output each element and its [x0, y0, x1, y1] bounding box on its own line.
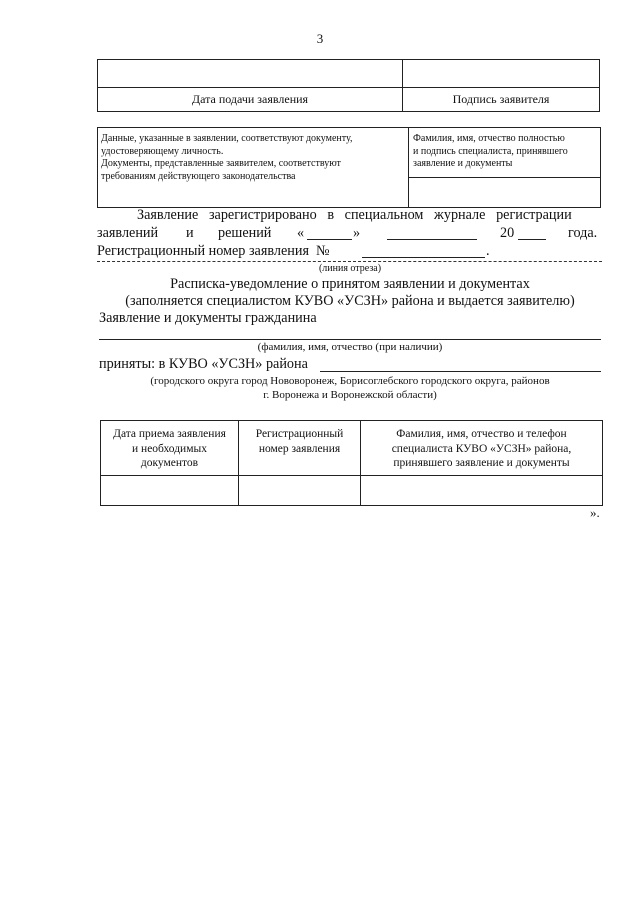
receipt-col-date-line: документов	[140, 457, 199, 469]
registration-line-1: Заявление зарегистрировано в специальном журнале регистрации	[137, 207, 572, 223]
submission-table	[97, 59, 600, 112]
receipt-title: Расписка-уведомление о принятом заявлении и документах	[170, 276, 530, 292]
receipt-specialist-cell	[361, 476, 603, 506]
applicant-signature-label: Подпись заявителя	[403, 88, 600, 112]
receipt-col-date	[101, 421, 239, 476]
registration-day-blank	[307, 239, 352, 240]
cut-line	[97, 261, 602, 262]
registration-quote-close: »	[353, 225, 361, 241]
registration-quote-open: «	[297, 225, 305, 241]
verification-line: удостоверяющему личность.	[101, 145, 224, 157]
applicant-signature-cell	[403, 60, 600, 88]
receipt-col-date-line: Дата приема заявления	[113, 428, 226, 440]
specialist-label-cell	[409, 128, 601, 178]
registration-year-blank	[518, 239, 546, 240]
receipt-col-specialist-line: специалиста КУВО «УСЗН» района,	[391, 442, 572, 455]
specialist-line: Фамилия, имя, отчество полностью	[413, 133, 565, 144]
registration-number-period: .	[486, 243, 490, 259]
page-number: 3	[316, 31, 324, 46]
submission-date-cell	[98, 60, 403, 88]
specialist-signature-cell	[409, 178, 601, 208]
receipt-table	[100, 420, 603, 506]
verification-line: Данные, указанные в заявлении, соответствуют документу,	[101, 133, 353, 144]
receipt-regnumber-cell	[239, 476, 361, 506]
registration-word-and: и	[186, 225, 194, 241]
registration-year-word: года.	[568, 225, 598, 241]
receipt-date-cell	[101, 476, 239, 506]
submission-date-label: Дата подачи заявления	[98, 88, 403, 112]
verification-statement	[98, 128, 409, 208]
receipt-col-date-line: и необходимых	[132, 442, 207, 455]
specialist-line: и подпись специалиста, принявшего	[413, 145, 568, 157]
registration-year-prefix: 20	[500, 225, 515, 241]
registration-number-blank	[362, 257, 485, 258]
district-blank	[320, 371, 601, 372]
verification-line: Документы, представленные заявителем, соответствуют	[101, 158, 341, 169]
citizen-name-blank	[99, 339, 601, 340]
receipt-col-specialist-line: принявшего заявление и документы	[393, 457, 570, 469]
receipt-col-regnumber-line: номер заявления	[258, 442, 341, 455]
district-hint-1: (городского округа город Нововоронеж, Борисоглебского городского округа, районов	[150, 375, 550, 387]
verification-line: требованиям действующего законодательства	[101, 170, 296, 182]
district-hint-2: г. Воронежа и Воронежской области)	[263, 389, 437, 401]
citizen-name-hint: (фамилия, имя, отчество (при наличии)	[257, 341, 443, 353]
registration-word-applications: заявлений	[97, 225, 159, 241]
receipt-col-regnumber	[239, 421, 361, 476]
receipt-citizen-docs: Заявление и документы гражданина	[99, 310, 317, 326]
receipt-accepted: приняты: в КУВО «УСЗН» района	[99, 356, 308, 372]
receipt-col-specialist	[361, 421, 603, 476]
verification-table	[97, 127, 601, 208]
receipt-subtitle: (заполняется специалистом КУВО «УСЗН» района и выдается заявителю)	[125, 293, 575, 309]
closing-mark: ».	[590, 505, 600, 520]
registration-month-blank	[387, 239, 477, 240]
registration-word-decisions: решений	[218, 225, 272, 241]
receipt-col-specialist-line: Фамилия, имя, отчество и телефон	[396, 428, 567, 440]
receipt-col-regnumber-line: Регистрационный	[255, 428, 344, 440]
specialist-line: заявление и документы	[413, 158, 513, 169]
cut-line-label: (линия отреза)	[318, 263, 382, 274]
registration-number-label: Регистрационный номер заявления №	[97, 243, 330, 259]
